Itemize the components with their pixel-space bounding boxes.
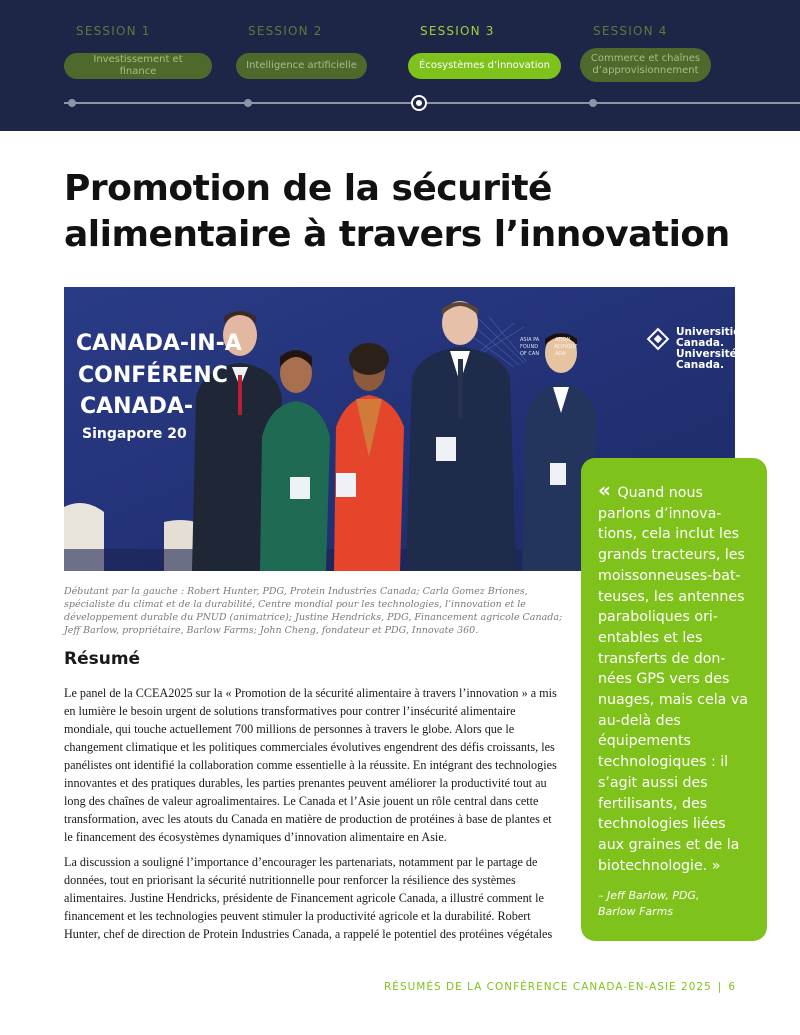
footer-separator: | [717, 981, 723, 993]
quote-mark-icon: « [598, 478, 611, 502]
session-1-label: SESSION 1 [76, 24, 151, 38]
page-number: 6 [728, 981, 736, 993]
session-1-pill[interactable]: Investissement et finance [64, 53, 212, 79]
summary-body [64, 684, 560, 950]
session-timeline [64, 102, 800, 104]
universities-logo-line-2: Canada. [676, 337, 724, 349]
session-4-dot[interactable] [589, 99, 597, 107]
banner-line-3: CANADA- [80, 394, 194, 419]
summary-heading: Résumé [64, 649, 141, 669]
banner-line-1: CANADA-IN-A [76, 331, 242, 356]
quote-author-org: Barlow Farms [598, 905, 674, 919]
session-1-dot[interactable] [68, 99, 76, 107]
quote-text-block [598, 480, 753, 876]
session-2-pill[interactable]: Intelligence artificielle [236, 53, 367, 79]
session-3-dot-current[interactable] [411, 95, 427, 111]
photo-caption: Débutant par la gauche : Robert Hunter, PDG, Protein Industries Canada; Carla Gomez Briones, spécialiste du climat et de la durabilité, Centre mondial pour les technologies, l’innovation et le développement durable du PNUD (animatrice); Justine Hendricks, PDG, Financement agricole Canada; Jeff Barlow, propriétaire, Barlow Farms; John Cheng, fondateur et PDG, Innovate 360. [64, 586, 563, 636]
session-3-pill[interactable]: Écosystèmes d’innovation [408, 53, 561, 79]
universities-logo-line-1: Universities [676, 326, 747, 338]
session-2-label: SESSION 2 [248, 24, 323, 38]
summary-paragraph-1: Le panel de la CCEA2025 sur la « Promotion de la sécurité alimentaire à travers l’innovation » a mis en lumière le besoin urgent de solutions transformatives pour contrer l’insécurité alimentaire mondiale, qui touche actuellement 700 millions de personnes à travers le globe. Alors que le changement climatique et les politiques commerciales évolutives engendrent des défis croissants, les panélistes ont identifié la collaboration comme essentielle à la réussite. En intégrant des technologies innovantes et des pratiques durables, les parties prenantes peuvent améliorer la productivité tout au long des chaînes de valeur agroalimentaires. Le Canada et l’Asie jouent un rôle central dans cette transformation, avec les atouts du Canada en matière de production de protéines à base de plantes et le financement des écosystèmes dynamiques d’innovation alimentaire en Asie. [64, 686, 557, 844]
banner-line-2: CONFÉRENC [78, 363, 228, 388]
banner-location: Singapore 20 [82, 426, 187, 442]
summary-paragraph-2: La discussion a souligné l’importance d’encourager les partenariats, notamment par le partage de données, tout en priorisant la sécurité nutritionnelle pour renforcer la résilience des systèmes alimentaires. Justine Hendricks, présidente de Financement agricole Canada, a illustré comment le financement et les technologies peuvent stimuler la productivité agricole et la durabilité. Robert Hunter, chef de direction de Protein Industries Canada, a rappelé le potentiel des protéines végétales [64, 855, 553, 941]
page-title: Promotion de la sécurité alimentaire à travers l’innovation [64, 168, 730, 255]
page-footer [384, 981, 736, 993]
quote-text: Quand nous parlons d’innovations, cela inclut les grands tracteurs, les moissonneuses-batteuses, les antennes paraboliques orientables et les transferts de données GPS vers des nuages, mais cela va au-delà des équipements technologiques : il s’agit aussi des fertilisants, des technologies liées aux graines et de la biotechnologie. » [598, 485, 748, 874]
quote-author-name: – Jeff Barlow, PDG, [598, 889, 700, 903]
partner-logo-text: ASIA PA ATION FOUND ACIFIQUE OF CAN ADA [520, 337, 578, 357]
universities-logo-line-4: Canada. [676, 359, 724, 371]
quote-attribution [598, 888, 753, 920]
session-3-label: SESSION 3 [420, 24, 495, 38]
universities-logo-line-3: Universités [676, 348, 743, 360]
footer-publication-title: RÉSUMÉS DE LA CONFÉRENCE CANADA-EN-ASIE 2025 [384, 981, 712, 993]
pull-quote [581, 458, 767, 941]
session-4-label: SESSION 4 [593, 24, 668, 38]
session-navigator [0, 0, 800, 131]
session-4-pill[interactable]: Commerce et chaînes d’approvisionnement [580, 48, 711, 82]
session-2-dot[interactable] [244, 99, 252, 107]
